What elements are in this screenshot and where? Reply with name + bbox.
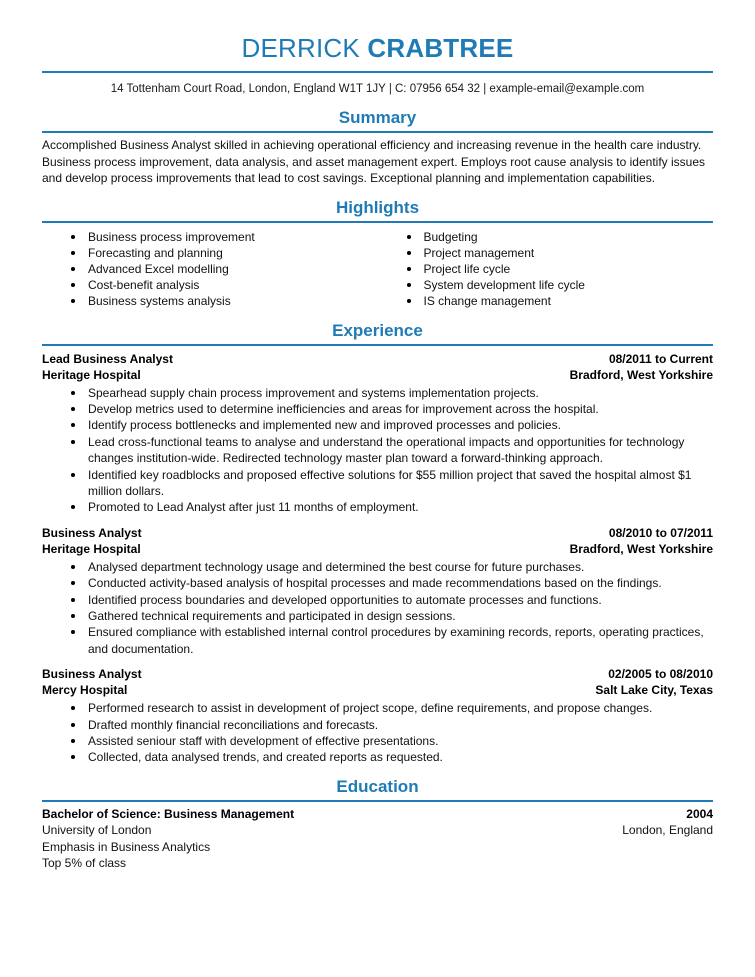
highlight-item: Project life cycle xyxy=(378,261,714,277)
highlights-column-right xyxy=(378,229,714,310)
job-location: Bradford, West Yorkshire xyxy=(569,541,713,556)
job-bullet-item: Identified key roadblocks and proposed effective solutions for $55 million project that saved the hospital almost $1 million dollars. xyxy=(42,467,713,500)
education-location: London, England xyxy=(622,823,713,838)
education-body xyxy=(42,802,713,872)
highlight-item: System development life cycle xyxy=(378,277,714,293)
highlight-item: Cost-benefit analysis xyxy=(42,277,378,293)
education-school: University of London xyxy=(42,823,152,838)
job-bullet-item: Promoted to Lead Analyst after just 11 months of employment. xyxy=(42,499,713,515)
job-bullet-item: Conducted activity-based analysis of hospital processes and made recommendations based on the findings. xyxy=(42,575,713,591)
section-education xyxy=(42,776,713,872)
job-dates: 08/2011 to Current xyxy=(608,351,713,366)
job-company: Heritage Hospital xyxy=(42,367,141,382)
experience-entry xyxy=(42,351,713,516)
section-summary xyxy=(42,107,713,187)
highlight-item: Business process improvement xyxy=(42,229,378,245)
job-dates: 02/2005 to 08/2010 xyxy=(608,667,713,682)
job-bullet-item: Develop metrics used to determine inefficiencies and areas for improvement across the hospital. xyxy=(42,401,713,417)
education-degree-row xyxy=(42,806,713,822)
highlights-list-right xyxy=(378,229,714,310)
job-bullet-item: Identified process boundaries and developed opportunities to automate processes and functions. xyxy=(42,592,713,608)
job-bullet-item: Identify process bottlenecks and implemented new and improved processes and policies. xyxy=(42,417,713,433)
education-school-row xyxy=(42,822,713,838)
candidate-last-name: CRABTREE xyxy=(367,33,514,63)
resume-header xyxy=(42,0,713,63)
education-extra-line: Emphasis in Business Analytics xyxy=(42,839,211,854)
contact-line: 14 Tottenham Court Road, London, England W1T 1JY | C: 07956 654 32 | example-email@example.com xyxy=(110,83,645,95)
experience-company-row xyxy=(42,682,713,698)
job-company: Mercy Hospital xyxy=(42,683,128,698)
highlight-item: Advanced Excel modelling xyxy=(42,261,378,277)
experience-company-row xyxy=(42,541,713,557)
section-title-experience: Experience xyxy=(332,320,423,340)
job-bullet-item: Assisted seniour staff with development of effective presentations. xyxy=(42,733,713,749)
job-bullet-item: Gathered technical requirements and participated in design sessions. xyxy=(42,608,713,624)
summary-text: Accomplished Business Analyst skilled in achieving operational efficiency and increasing revenue in the health care industry. Business process improvement, data analysis, and asset management expert. Employs root cause analysis to identify issues and develop process improvements that lead to cost savings. Exceptional planning and implementation capabilities. xyxy=(42,138,705,185)
education-degree: Bachelor of Science: Business Management xyxy=(42,806,295,821)
section-title-education: Education xyxy=(336,776,419,796)
education-extra-lines xyxy=(42,839,713,872)
experience-company-row xyxy=(42,367,713,383)
experience-entry xyxy=(42,666,713,766)
highlight-item: Business systems analysis xyxy=(42,293,378,309)
education-extra-line: Top 5% of class xyxy=(42,856,127,871)
job-title: Business Analyst xyxy=(42,525,142,540)
section-highlights xyxy=(42,197,713,310)
section-title-summary: Summary xyxy=(338,108,417,127)
job-dates: 08/2010 to 07/2011 xyxy=(608,525,713,540)
highlights-body xyxy=(42,223,713,310)
candidate-name xyxy=(42,33,713,63)
job-bullet-list xyxy=(42,700,713,766)
highlights-column-left xyxy=(42,229,378,310)
experience-body xyxy=(42,346,713,766)
highlights-list-left xyxy=(42,229,378,310)
job-bullet-item: Spearhead supply chain process improvement and systems implementation projects. xyxy=(42,385,713,401)
job-bullet-item: Collected, data analysed trends, and created reports as requested. xyxy=(42,749,713,765)
job-bullet-item: Analysed department technology usage and determined the best course for future purchases. xyxy=(42,559,713,575)
job-bullet-item: Drafted monthly financial reconciliations and forecasts. xyxy=(42,717,713,733)
experience-title-row xyxy=(42,525,713,541)
highlights-columns xyxy=(42,227,713,310)
job-bullet-list xyxy=(42,385,713,516)
job-location: Salt Lake City, Texas xyxy=(595,683,713,698)
job-title: Business Analyst xyxy=(42,667,142,682)
highlight-item: Forecasting and planning xyxy=(42,245,378,261)
job-bullet-item: Lead cross-functional teams to analyse and understand the operational impacts and opportunities for technology changes institution-wide. Redirected technology master plan toward a forward-thinking approach. xyxy=(42,434,713,467)
section-experience xyxy=(42,320,713,766)
summary-body xyxy=(42,133,713,187)
experience-title-row xyxy=(42,351,713,367)
job-bullet-item: Performed research to assist in development of project scope, define requirements, and propose changes. xyxy=(42,700,713,716)
job-bullet-item: Ensured compliance with established internal control procedures by examining records, reports, operating practices, and documentation. xyxy=(42,624,713,657)
job-title: Lead Business Analyst xyxy=(42,351,173,366)
highlight-item: Project management xyxy=(378,245,714,261)
education-year: 2004 xyxy=(686,806,713,821)
experience-entry xyxy=(42,525,713,657)
highlight-item: IS change management xyxy=(378,293,714,309)
job-location: Bradford, West Yorkshire xyxy=(569,367,713,382)
job-company: Heritage Hospital xyxy=(42,541,141,556)
section-title-highlights: Highlights xyxy=(335,197,420,217)
highlight-item: Budgeting xyxy=(378,229,714,245)
experience-title-row xyxy=(42,666,713,682)
candidate-first-name: DERRICK xyxy=(241,33,360,63)
job-bullet-list xyxy=(42,559,713,657)
